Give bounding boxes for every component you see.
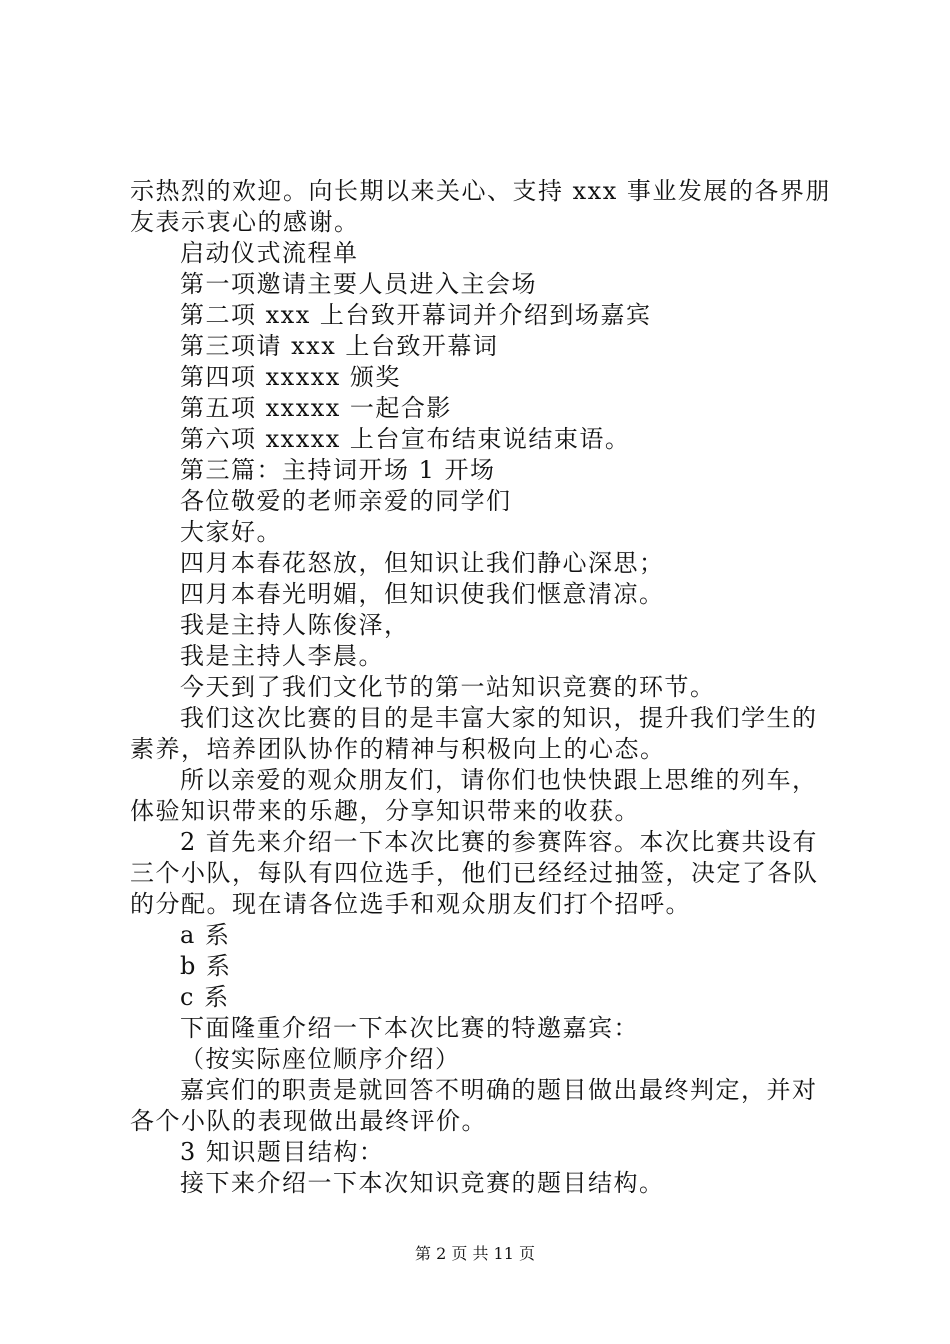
text-line: 第四项 xxxxx 颁奖	[180, 363, 401, 391]
text-line: 下面隆重介绍一下本次比赛的特邀嘉宾：	[180, 1014, 639, 1042]
text-line: c 系	[180, 983, 230, 1011]
text-line: 四月本春花怒放，但知识让我们静心深思；	[180, 549, 665, 577]
text-line: 我是主持人陈俊泽，	[180, 611, 410, 639]
text-line: （按实际座位顺序介绍）	[180, 1045, 461, 1073]
text-line: 第六项 xxxxx 上台宣布结束说结束语。	[180, 425, 631, 453]
document-body	[130, 176, 830, 1199]
text-line: 友表示衷心的感谢。	[130, 208, 360, 236]
text-line: 2 首先来介绍一下本次比赛的参赛阵容。本次比赛共设有	[180, 828, 818, 856]
text-line: 第二项 xxx 上台致开幕词并介绍到场嘉宾	[180, 301, 652, 329]
text-line: 各个小队的表现做出最终评价。	[130, 1107, 487, 1135]
text-line: 的分配。现在请各位选手和观众朋友们打个招呼。	[130, 890, 691, 918]
text-line: 今天到了我们文化节的第一站知识竞赛的环节。	[180, 673, 716, 701]
text-line: 四月本春光明媚，但知识使我们惬意清凉。	[180, 580, 665, 608]
text-line: 第五项 xxxxx 一起合影	[180, 394, 452, 422]
text-line: 体验知识带来的乐趣，分享知识带来的收获。	[130, 797, 640, 825]
text-line: 大家好。	[180, 518, 282, 546]
text-line: 各位敬爱的老师亲爱的同学们	[180, 487, 512, 515]
text-line: 示热烈的欢迎。向长期以来关心、支持 xxx 事业发展的各界朋	[130, 177, 831, 205]
text-line: 我们这次比赛的目的是丰富大家的知识，提升我们学生的	[180, 704, 818, 732]
text-line: 第三项请 xxx 上台致开幕词	[180, 332, 499, 360]
page-footer: 第 2 页 共 11 页	[415, 1244, 535, 1263]
text-line: 启动仪式流程单	[180, 239, 359, 267]
text-line: 三个小队，每队有四位选手，他们已经经过抽签，决定了各队	[130, 859, 819, 887]
text-line: 第一项邀请主要人员进入主会场	[180, 270, 537, 298]
text-line: b 系	[180, 952, 232, 980]
text-line: 接下来介绍一下本次知识竞赛的题目结构。	[180, 1169, 665, 1197]
text-line: 嘉宾们的职责是就回答不明确的题目做出最终判定，并对	[180, 1076, 818, 1104]
text-line: a 系	[180, 921, 231, 949]
text-line: 我是主持人李晨。	[180, 642, 384, 670]
text-line: 第三篇：主持词开场 1 开场	[180, 456, 496, 484]
text-line: 所以亲爱的观众朋友们，请你们也快快跟上思维的列车，	[180, 766, 818, 794]
text-line: 素养，培养团队协作的精神与积极向上的心态。	[130, 735, 666, 763]
text-line: 3 知识题目结构：	[180, 1138, 385, 1166]
